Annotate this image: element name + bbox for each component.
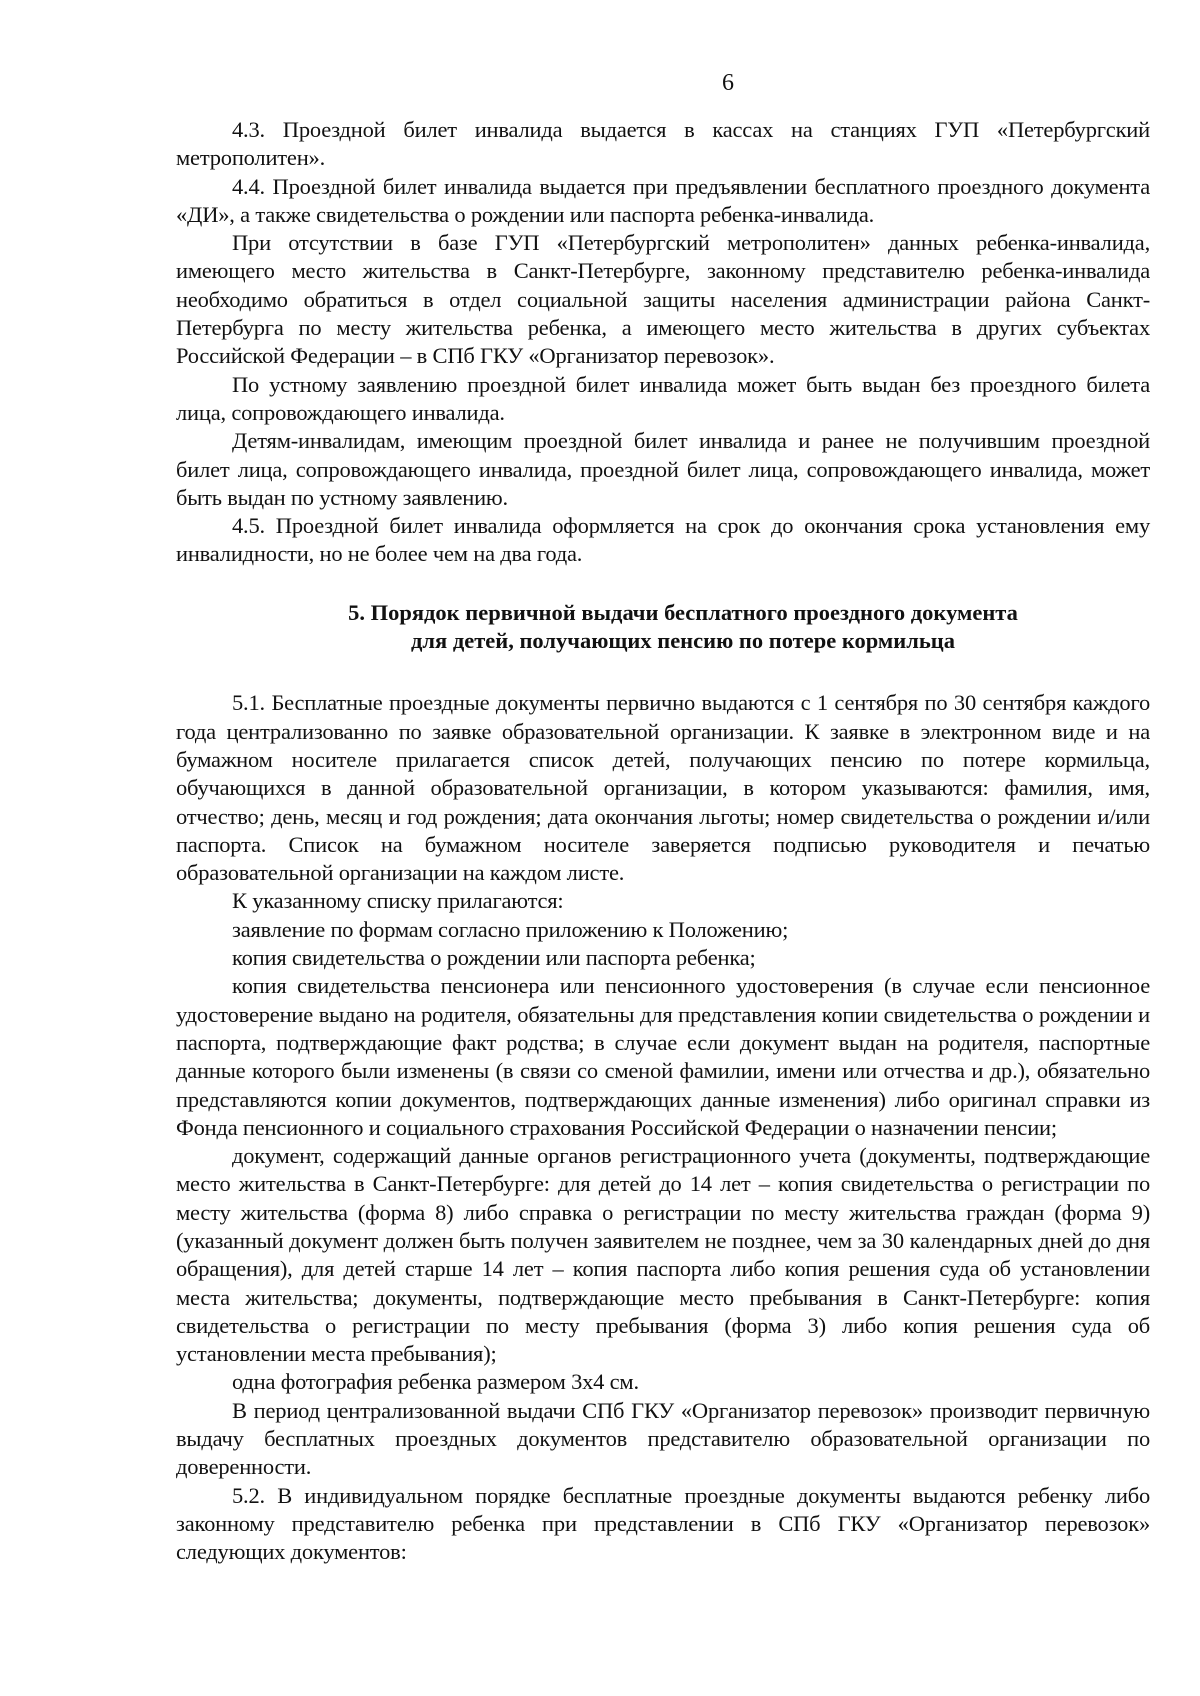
paragraph-no-data: При отсутствии в базе ГУП «Петербургский метрополитен» данных ребенка-инвалида, имеющего место жительства в Санкт-Петербурге, законному представителю ребенка-инвалида необходимо обратиться в отдел социальной защиты населения администрации района Санкт-Петербурга по месту жительства ребенка, а имеющего место жительства в других субъектах Российской Федерации – в СПб ГКУ «Организатор перевозок».	[176, 230, 1150, 369]
paragraph-4-4: 4.4. Проездной билет инвалида выдается при предъявлении бесплатного проездного документа «ДИ», а также свидетельства о рождении или паспорта ребенка-инвалида.	[176, 173, 1150, 227]
list-item-registration-document: документ, содержащий данные органов регистрационного учета (документы, подтверждающие место жительства в Санкт-Петербурге: для детей до 14 лет – копия свидетельства о регистрации по месту жительства (форма 8) либо справка о регистрации по месту жительства граждан (форма 9) (указанный документ должен быть получен заявителем не позднее, чем за 30 календарных дней до дня обращения), для детей старше 14 лет – копия паспорта либо копия решения суда об установлении места жительства; документы, подтверждающие место пребывания в Санкт-Петербурге: копия свидетельства о регистрации по месту пребывания (форма 3) либо копия решения суда об установлении места пребывания);	[176, 1143, 1150, 1367]
list-item-birth-certificate: копия свидетельства о рождении или паспорта ребенка;	[232, 945, 756, 971]
paragraph-4-5: 4.5. Проездной билет инвалида оформляется на срок до окончания срока установления ему инвалидности, но не более чем на два года.	[176, 513, 1150, 567]
paragraph-4-3: 4.3. Проездной билет инвалида выдается в кассах на станциях ГУП «Петербургский метрополитен».	[176, 117, 1150, 171]
paragraph-centralized-issue: В период централизованной выдачи СПб ГКУ «Организатор перевозок» производит первичную выдачу бесплатных проездных документов представителю образовательной организации по доверенности.	[176, 1397, 1150, 1480]
paragraph-5-2: 5.2. В индивидуальном порядке бесплатные проездные документы выдаются ребенку либо законному представителю ребенка при представлении в СПб ГКУ «Организатор перевозок» следующих документов:	[176, 1482, 1150, 1565]
list-item-pension-certificate: копия свидетельства пенсионера или пенсионного удостоверения (в случае если пенсионное удостоверение выдано на родителя, обязательны для представления копии свидетельства о рождении и паспорта, подтверждающие факт родства; в случае если документ выдан на родителя, паспортные данные которого были изменены (в связи со сменой фамилии, имени или отчества и др.), обязательно представляются копии документов, подтверждающих данные изменения) либо оригинал справки из Фонда пенсионного и социального страхования Российской Федерации о назначении пенсии;	[176, 973, 1150, 1140]
list-item-application: заявление по формам согласно приложению к Положению;	[232, 916, 789, 942]
section-5-heading	[176, 599, 1150, 656]
paragraph-5-1: 5.1. Бесплатные проездные документы первично выдаются с 1 сентября по 30 сентября каждого года централизованно по заявке образовательной организации. К заявке в электронном виде и на бумажном носителе прилагается список детей, получающих пенсию по потере кормильца, обучающихся в данной образовательной организации, в котором указываются: фамилия, имя, отчество; день, месяц и год рождения; дата окончания льготы; номер свидетельства о рождении и/или паспорта. Список на бумажном носителе заверяется подписью руководителя и печатью образовательной организации на каждом листе.	[176, 690, 1150, 886]
section-5-body	[176, 689, 1150, 1566]
section-4-body	[176, 116, 1150, 569]
section-5-heading-line-1: 5. Порядок первичной выдачи бесплатного проездного документа	[348, 599, 1018, 625]
list-item-photo: одна фотография ребенка размером 3х4 см.	[232, 1369, 639, 1395]
section-5-heading-line-2: для детей, получающих пенсию по потере кормильца	[411, 628, 955, 654]
paragraph-oral-request: По устному заявлению проездной билет инвалида может быть выдан без проездного билета лица, сопровождающего инвалида.	[176, 371, 1150, 425]
page-number: 6	[722, 70, 734, 96]
paragraph-children-disabled: Детям-инвалидам, имеющим проездной билет инвалида и ранее не получившим проездной билет лица, сопровождающего инвалида, проездной билет лица, сопровождающего инвалида, может быть выдан по устному заявлению.	[176, 428, 1150, 510]
paragraph-attachments-intro: К указанному списку прилагаются:	[232, 888, 564, 914]
